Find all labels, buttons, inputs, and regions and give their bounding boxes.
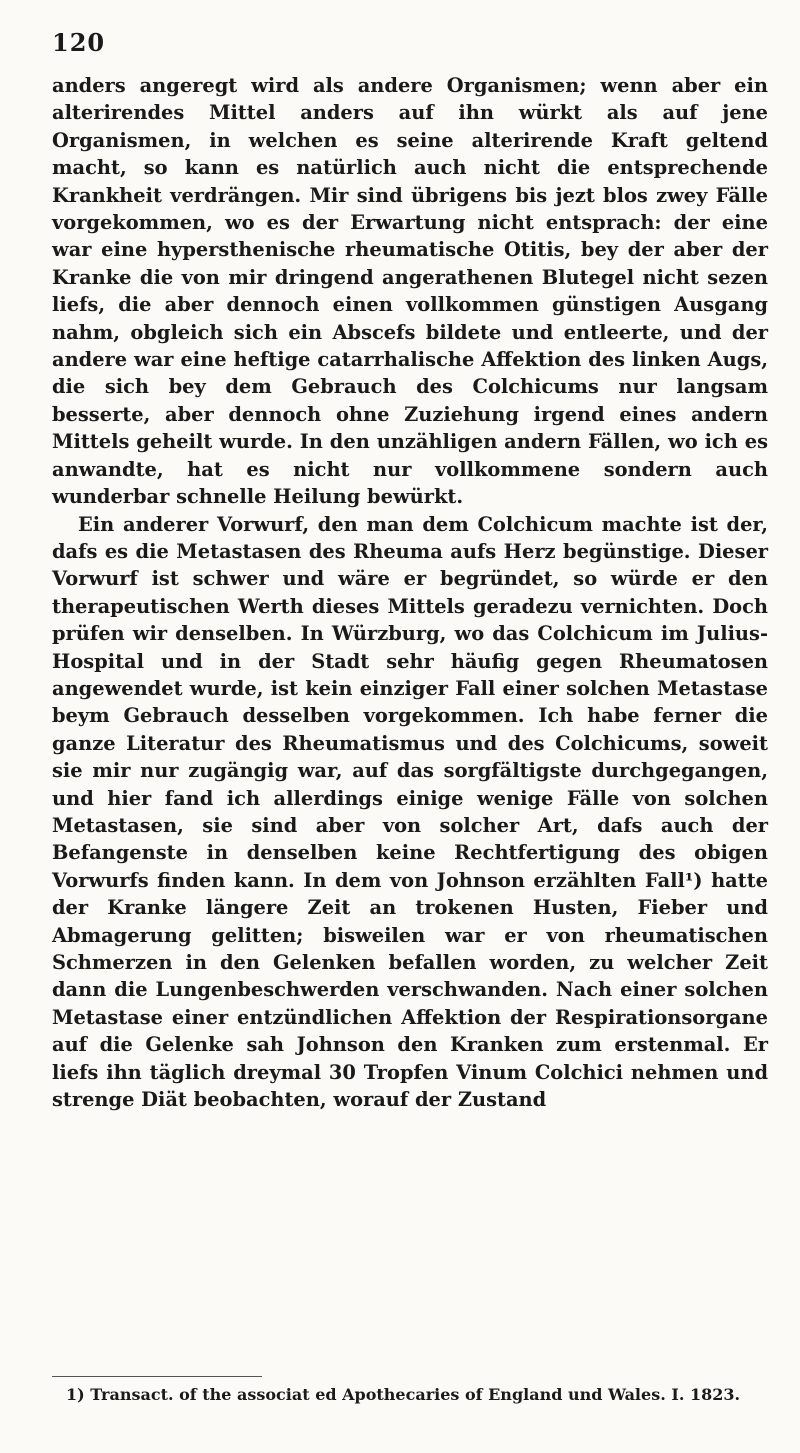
paragraph-1: anders angeregt wird als andere Organismen; wenn aber ein alterirendes Mittel anders auf ihn würkt als auf jene Organismen, in welchen es seine alterirende Kraft geltend macht, so kann es natürlich auch nicht die entsprechende Krankheit verdrängen. Mir sind übrigens bis jezt blos zwey Fälle vorgekommen, wo es der Erwartung nicht entsprach: der eine war eine hypersthenische rheumatische Otitis, bey der aber der Kranke die von mir dringend angerathenen Blutegel nicht sezen liefs, die aber dennoch einen vollkommen günstigen Ausgang nahm, obgleich sich ein Abscefs bildete und entleerte, und der andere war eine heftige catarrhalische Affektion des linken Augs, die sich bey dem Gebrauch des Colchicums nur langsam besserte, aber dennoch ohne Zuziehung irgend eines andern Mittels geheilt wurde. In den unzähligen andern Fällen, wo ich es anwandte, hat es nicht nur vollkommene sondern auch wunderbar schnelle Heilung bewürkt. bbox=[52, 74, 768, 509]
paragraph-2: Ein anderer Vorwurf, den man dem Colchicum machte ist der, dafs es die Metastasen des Rheuma aufs Herz begünstige. Dieser Vorwurf ist schwer und wäre er begründet, so würde er den therapeutischen Werth dieses Mittels geradezu vernichten. Doch prüfen wir denselben. In Würzburg, wo das Colchicum im Julius-Hospital und in der Stadt sehr häufig gegen Rheumatosen angewendet wurde, ist kein einziger Fall einer solchen Metastase beym Gebrauch desselben vorgekommen. Ich habe ferner die ganze Literatur des Rheumatismus und des Colchicums, soweit sie mir nur zugängig war, auf das sorgfältigste durchgegangen, und hier fand ich allerdings einige wenige Fälle von solchen Metastasen, sie sind aber von solcher Art, dafs auch der Befangenste in denselben keine Rechtfertigung des obigen Vorwurfs finden kann. In dem von Johnson erzählten Fall¹) hatte der Kranke längere Zeit an trokenen Husten, Fieber und Abmagerung gelitten; bisweilen war er von rheumatischen Schmerzen in den Gelenken befallen worden, zu welcher Zeit dann die Lungenbeschwerden verschwanden. Nach einer solchen Metastase einer entzündlichen Affektion der Respirationsorgane auf die Gelenke sah Johnson den Kranken zum erstenmal. Er liefs ihn täglich dreymal 30 Tropfen Vinum Colchici nehmen und strenge Diät beobachten, worauf der Zustand bbox=[52, 512, 768, 1112]
footnote-divider bbox=[52, 1376, 262, 1377]
body-text bbox=[52, 72, 768, 1113]
footnote: 1) Transact. of the associat ed Apothecaries of England und Wales. I. 1823. bbox=[66, 1385, 741, 1404]
page-number: 120 bbox=[52, 28, 106, 57]
